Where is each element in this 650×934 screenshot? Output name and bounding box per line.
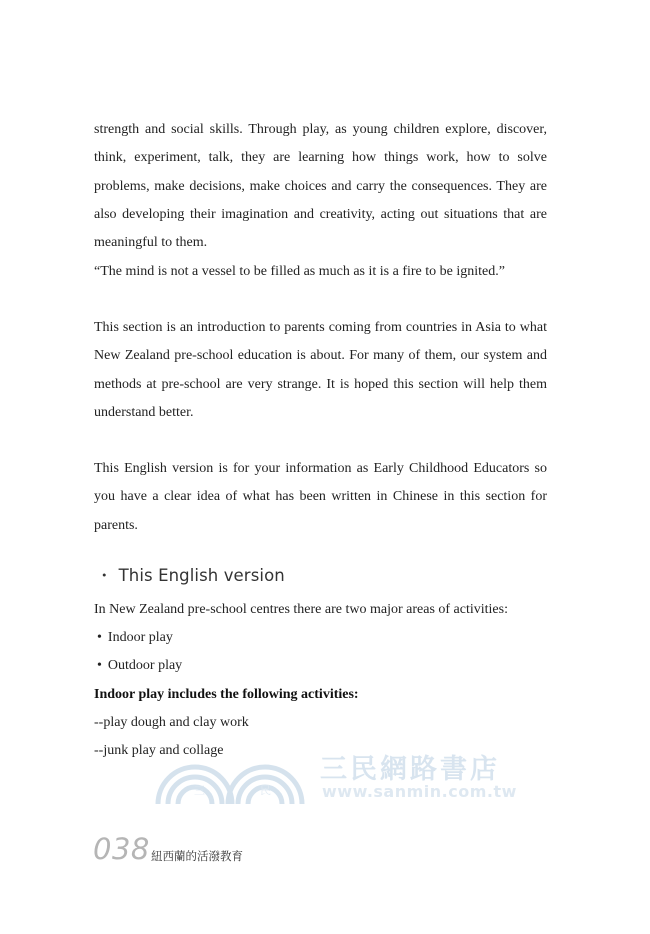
activity-item-play-dough: --play dough and clay work bbox=[94, 715, 249, 730]
watermark-url: www.sanmin.com.tw bbox=[322, 782, 517, 801]
page-number: 038 bbox=[93, 832, 150, 866]
quote-mind-fire: “The mind is not a vessel to be filled as much as it is a fire to be ignited.” bbox=[94, 264, 505, 279]
list-bullet: • bbox=[97, 658, 102, 673]
activities-intro: In New Zealand pre-school centres there are two major areas of activities: bbox=[94, 602, 508, 617]
list-item-indoor-play bbox=[97, 624, 173, 652]
sanmin-watermark bbox=[150, 742, 517, 808]
watermark-char: 民 bbox=[260, 784, 271, 797]
paragraph-section-introduction: This section is an introduction to parents coming from countries in Asia to what New Zealand pre-school education is about. For many of them, our system and methods at pre-school are very strange. It is hoped this section will help them understand better. bbox=[94, 320, 547, 420]
list-item-label: Indoor play bbox=[107, 630, 173, 645]
list-item-outdoor-play bbox=[97, 652, 182, 680]
heading-bullet: ・ bbox=[96, 566, 113, 585]
paragraph-play-learning: strength and social skills. Through play, as young children explore, discover, think, experiment, talk, they are learning how things work, how to solve problems, make decisions, make choices and carry the consequences. They are also developing their imagination and creativity, acting out situations that are meaningful to them. bbox=[94, 122, 547, 251]
rainbow-arcs-logo bbox=[150, 742, 315, 808]
activity-item-junk-play: --junk play and collage bbox=[94, 743, 224, 758]
indoor-activities-heading: Indoor play includes the following activities: bbox=[94, 687, 359, 702]
list-item-label: Outdoor play bbox=[107, 658, 183, 673]
list-bullet: • bbox=[97, 630, 102, 645]
paragraph-english-version-info: This English version is for your information as Early Childhood Educators so you have a clear idea of what has been written in Chinese in this section for parents. bbox=[94, 461, 547, 533]
watermark-store-name: 三民網路書店 bbox=[320, 754, 500, 785]
watermark-char: 三 bbox=[194, 784, 205, 797]
book-title: 紐西蘭的活潑教育 bbox=[151, 849, 243, 863]
section-heading bbox=[96, 562, 285, 586]
heading-text: This English version bbox=[118, 566, 285, 585]
